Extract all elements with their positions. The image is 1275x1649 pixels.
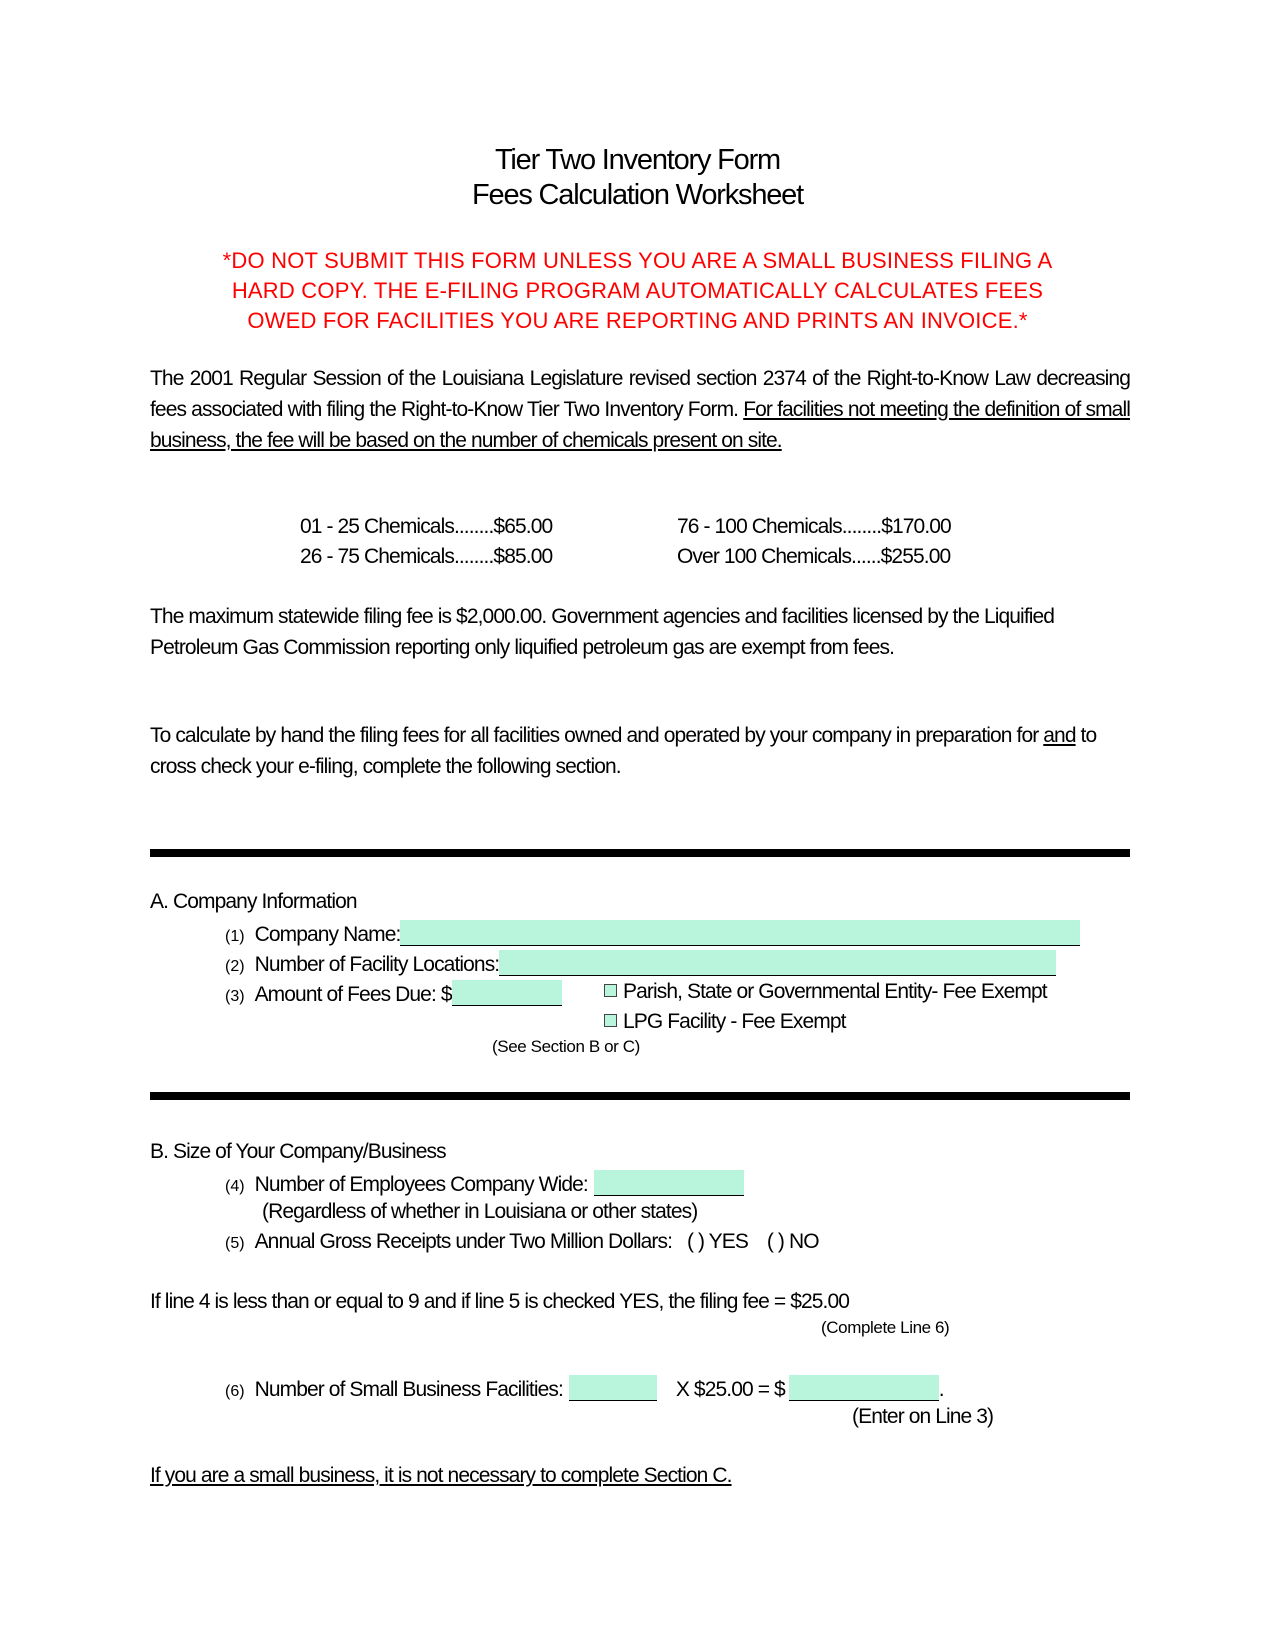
- small-business-footer-note: If you are a small business, it is not necessary to complete Section C.: [150, 1464, 732, 1487]
- employees-row: [225, 1170, 744, 1197]
- form-title: Tier Two Inventory Form: [494, 144, 781, 176]
- employees-field[interactable]: [594, 1170, 744, 1196]
- section-divider-1: [150, 849, 1130, 857]
- gross-receipts-label: Annual Gross Receipts under Two Million Dollars:: [254, 1230, 673, 1253]
- form-subtitle: Fees Calculation Worksheet: [472, 179, 803, 211]
- fee-row-2-right: Over 100 Chemicals......$255.00: [677, 545, 951, 568]
- warning-line-3: OWED FOR FACILITIES YOU ARE REPORTING AND PRINTS AN INVOICE.*: [247, 308, 1028, 333]
- calc-paragraph: [150, 720, 1130, 782]
- warning-line-1: *DO NOT SUBMIT THIS FORM UNLESS YOU ARE A SMALL BUSINESS FILING A: [222, 248, 1053, 273]
- fee-multiplier-text: X $25.00 = $: [675, 1378, 785, 1401]
- line-4-number: (4): [225, 1178, 245, 1195]
- fee-row-1-left: 01 - 25 Chemicals........$65.00: [300, 515, 553, 538]
- line-3-number: (3): [225, 988, 245, 1005]
- gross-receipts-no-option[interactable]: ( ) NO: [766, 1230, 819, 1253]
- government-exempt-checkbox[interactable]: [604, 984, 617, 997]
- max-fee-paragraph: The maximum statewide filing fee is $2,000.00. Government agencies and facilities licensed by the Liquified Petroleum Gas Commission reporting only liquified petroleum gas are exempt from fees.: [150, 605, 1055, 659]
- fees-due-row: [225, 980, 562, 1007]
- facility-locations-field[interactable]: [499, 950, 1056, 976]
- calc-underlined-and: and: [1043, 724, 1076, 747]
- small-business-condition: If line 4 is less than or equal to 9 and if line 5 is checked YES, the filing fee = $25.00: [150, 1290, 850, 1313]
- employees-note: (Regardless of whether in Louisiana or other states): [262, 1200, 698, 1223]
- intro-paragraph: [150, 363, 1130, 456]
- fees-due-label: Amount of Fees Due: $: [254, 983, 452, 1006]
- small-business-facilities-field[interactable]: [569, 1375, 657, 1401]
- exempt-government-option[interactable]: [604, 980, 1047, 1004]
- lpg-exempt-label: LPG Facility - Fee Exempt: [623, 1010, 846, 1033]
- gross-receipts-yes-option[interactable]: ( ) YES: [686, 1230, 748, 1253]
- facility-locations-row: [225, 950, 1056, 977]
- fee-row-2-left: 26 - 75 Chemicals........$85.00: [300, 545, 553, 568]
- exempt-lpg-option[interactable]: [604, 1010, 846, 1034]
- government-exempt-label: Parish, State or Governmental Entity- Fee Exempt: [623, 980, 1047, 1003]
- section-a-heading: A. Company Information: [150, 890, 357, 913]
- employees-label: Number of Employees Company Wide:: [254, 1173, 588, 1196]
- intro-text: The 2001 Regular Session of the Louisiana Legislature revised section 2374 of the Right-to-Know Law decreasing fees associated with filing the Right-to-Know Tier Two Inventory Form.: [150, 367, 1130, 421]
- company-name-row: [225, 920, 1080, 947]
- gross-receipts-row: [225, 1230, 819, 1254]
- line-2-number: (2): [225, 958, 245, 975]
- lpg-exempt-checkbox[interactable]: [604, 1014, 617, 1027]
- small-business-facilities-label: Number of Small Business Facilities:: [254, 1378, 563, 1401]
- fees-due-field[interactable]: [452, 980, 562, 1006]
- enter-on-line-3-note: (Enter on Line 3): [852, 1405, 994, 1428]
- section-b-heading: B. Size of Your Company/Business: [150, 1140, 446, 1163]
- calc-text-after: to cross check your e-filing, complete the following section.: [150, 724, 1097, 778]
- small-business-total-field[interactable]: [789, 1375, 939, 1401]
- line-5-number: (5): [225, 1235, 245, 1252]
- line-6-number: (6): [225, 1383, 245, 1400]
- facility-locations-label: Number of Facility Locations:: [254, 953, 500, 976]
- complete-line-6-note: (Complete Line 6): [821, 1318, 950, 1337]
- company-name-field[interactable]: [400, 920, 1080, 946]
- see-section-note: (See Section B or C): [492, 1037, 640, 1056]
- small-business-facilities-row: [225, 1375, 944, 1402]
- intro-underlined-text: For facilities not meeting the definition of small business, the fee will be based on the number of chemicals present on site.: [150, 398, 1130, 452]
- line-6-period: .: [938, 1378, 944, 1401]
- fee-row-1-right: 76 - 100 Chemicals........$170.00: [677, 515, 951, 538]
- warning-line-2: HARD COPY. THE E-FILING PROGRAM AUTOMATICALLY CALCULATES FEES: [231, 278, 1044, 303]
- company-name-label: Company Name:: [254, 923, 401, 946]
- calc-text-before: To calculate by hand the filing fees for all facilities owned and operated by your company in preparation for: [150, 724, 1044, 747]
- line-1-number: (1): [225, 928, 245, 945]
- section-divider-2: [150, 1092, 1130, 1100]
